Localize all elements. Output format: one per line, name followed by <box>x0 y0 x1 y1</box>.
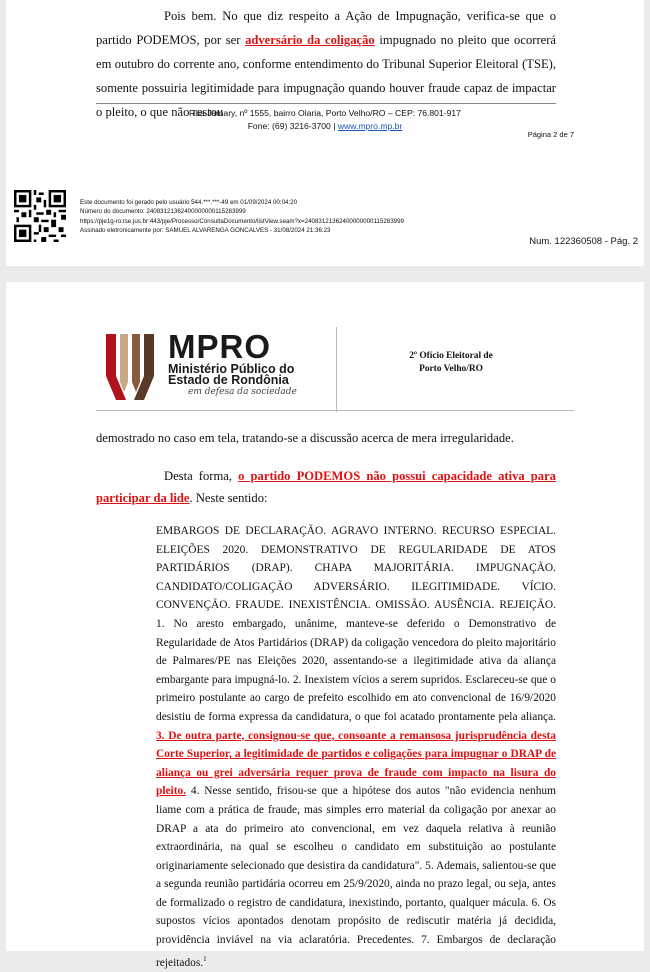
footer-address: Rua Jamary, nº 1555, bairro Olaria, Porto Velho/RO – CEP: 76.801-917 <box>189 108 461 118</box>
paragraph-text: impugnado no pleito que ocorrerá em outubro do corrente ano, conforme entendimento do Tribunal Superior Eleitoral (TSE), somente possuiria legitimidade para impugnação quando houver fraude capaz de impactar o pleito, o que não restou <box>96 33 557 119</box>
footnote-marker: 1 <box>203 954 207 963</box>
electronic-signature-block: Este documento foi gerado pelo usuário 544.***.***-49 em 01/09/2024 00:04:20 Número do documento: 24083121362400000000115283999 https://pje1g-ro.tse.jus.br:443/pje/Processo/ConsultaDocumento/listView.seam?x=24083121362400000000115283999 Assinado eletronicamente por: SAMUEL ALVARENGA GONCALVES - 31/08/2024 21:36:23 <box>80 199 404 235</box>
page-number: Página 2 de 7 <box>527 130 574 139</box>
document-page-2 <box>6 282 644 969</box>
jurisprudence-quote: EMBARGOS DE DECLARAÇÃO. AGRAVO INTERNO. RECURSO ESPECIAL. ELEIÇÕES 2020. DEMONSTRATIVO DE REGULARIDADE DE ATOS PARTIDÁRIOS (DRAP). CHAPA MAJORITÁRIA. IMPUGNAÇÃO. CANDIDATO/COLIGAÇÃO ADVERSÁRIO. ILEGITIMIDADE. VÍCIO. CONVENÇÃO. FRAUDE. INEXISTÊNCIA. OMISSÃO. AUSÊNCIA. REJEIÇÃO. 1. No aresto embargado, unânime, manteve-se deferido o Demonstrativo de Regularidade de Atos Partidários (DRAP) da coligação vencedora do pleito majoritário de Palmares/PE nas Eleições 2020, assentando-se a ilegitimidade ativa da aliança embargante para impugná-lo. 2. Inexistem vícios a serem supridos. Esclareceu-se que o primeiro postulante ao cargo de prefeito escolhido em ato convencional de 16/9/2020 desistiu de forma expressa da candidatura, o que foi acatado prontamente pela aliança. 3. De outra parte, consignou-se que, consoante a remansosa jurisprudência desta Corte Superior, a legitimidade de partidos e coligações para impugnar o DRAP de aliança ou grei adversária requer prova de fraude com impacto na lisura do pleito. 4. Nesse sentido, frisou-se que a hipótese dos autos "não evidencia nenhum liame com a prática de fraude, mas simples erro material da coligação por anexar ao DRAP a ata do primeiro ato convencional, em vez daquela relativa à reunião extraordinária, na qual se escolheu o candidato em substituição ao postulante originariamente selecionado que desistira da candidatura". 5. Ademais, salientou-se que a segunda reunião partidária ocorreu em 25/9/2020, ainda no prazo legal, ou seja, antes de formalizado o registro de candidatura, inexistindo, portanto, qualquer mácula. 6. Os supostos vícios apontados denotam propósito de rediscutir matéria já decidida, providência inviável na via aclaratória. Precedentes. 7. Embargos de declaração rejeitados.$^1$ <box>156 525 556 969</box>
header-rule <box>96 410 574 411</box>
office-heading: 2º Ofício Eleitoral de Porto Velho/RO <box>409 351 493 374</box>
highlighted-text: adversário da coligação <box>245 33 375 47</box>
continuation-text: demostrado no caso em tela, tratando-se a discussão acerca de mera irregularidade. <box>96 431 514 445</box>
footer-contact: Fone: (69) 3216-3700 | www.mpro.mp.br <box>247 121 403 131</box>
website-link[interactable]: www.mpro.mp.br <box>337 121 403 131</box>
logo-tagline: em defesa da sociedade <box>188 387 297 397</box>
document-number: Num. 122360508 - Pág. 2 <box>529 236 638 247</box>
qr-code-icon <box>14 190 66 242</box>
footer-divider <box>96 103 556 104</box>
paragraph-impugnacao <box>96 4 556 124</box>
highlighted-quote: 3. De outra parte, consignou-se que, consoante a remansosa jurisprudência desta Corte Superior, a legitimidade de partidos e coligações para impugnar o DRAP de aliança ou grei adversária requer prova de fraude com impacto na lisura do pleito. <box>156 729 556 798</box>
logo-acronym: MPRO <box>168 328 271 365</box>
document-page-1 <box>6 0 644 266</box>
highlighted-text: o partido PODEMOS não possui capacidade ativa para participar da lide <box>96 469 556 505</box>
paragraph-conclusao: Desta forma, o partido PODEMOS não possui capacidade ativa para participar da lide. Neste sentido: <box>96 469 556 505</box>
logo-name: Ministério Público do Estado de Rondônia <box>168 362 295 387</box>
mpro-logo <box>102 330 322 402</box>
paragraph-text: Pois bem. No que diz respeito a Ação de Impugnação, verifica-se que o partido PODEMOS, por ser <box>96 9 556 47</box>
header-divider <box>336 327 337 412</box>
